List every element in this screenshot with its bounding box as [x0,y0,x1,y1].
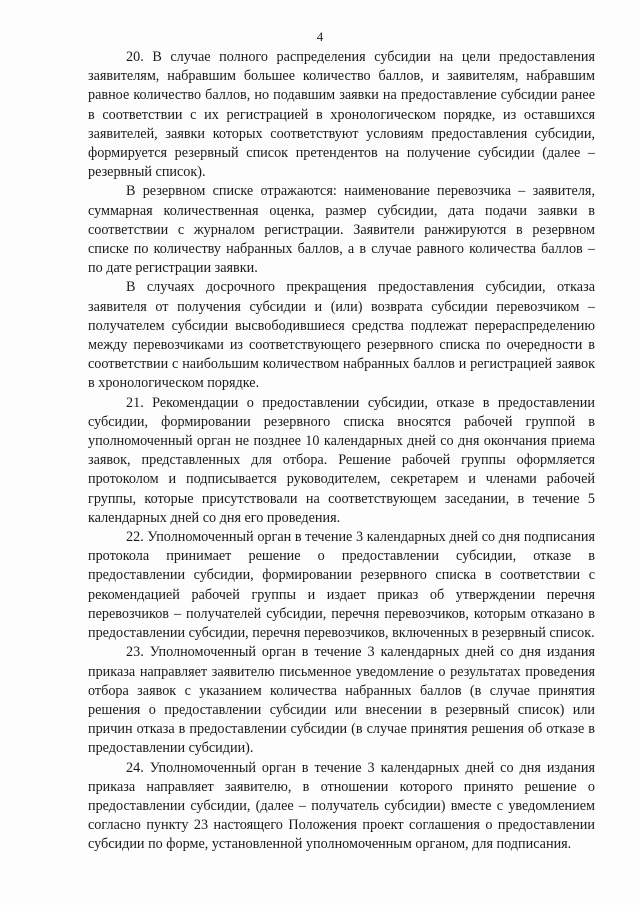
paragraph-21: 21. Рекомендации о предоставлении субсидии, отказе в предоставлении субсидии, формировании резервного списка вносятся рабочей группой в уполномоченный орган не позднее 10 календарных дней со дня окончания приема заявок, представленных для отбора. Решение рабочей группы оформляется протоколом и подписывается руководителем, секретарем и членами рабочей группы, которые присутствовали на соответствующем заседании, в течение 5 календарных дней со дня его проведения. [88,394,595,526]
paragraph-24: 24. Уполномоченный орган в течение 3 календарных дней со дня издания приказа направляет заявителю, в отношении которого принято решение о предоставлении субсидии, (далее – получатель субсидии) вместе с уведомлением согласно пункту 23 настоящего Положения проект соглашения о предоставлении субсидии по форме, установленной уполномоченным органом, для подписания. [88,759,595,853]
document-body [88,48,595,855]
paragraph-20: 20. В случае полного распределения субсидии на цели предоставления заявителям, набравшим большее количество баллов, и заявителям, набравшим равное количество баллов, но подавшим заявки на предоставление субсидии ранее в соответствии с их регистрацией в хронологическом порядке, из оставшихся заявителей, заявки которых соответствуют условиям предоставления субсидии, формируется резервный список претендентов на получение субсидии (далее – резервный список). [88,49,595,181]
page-number: 4 [316,29,324,44]
paragraph-22: 22. Уполномоченный орган в течение 3 календарных дней со дня подписания протокола принимает решение о предоставлении субсидии, отказе в предоставлении субсидии, формировании резервного списка в соответствии с рекомендацией рабочей группы и издает приказ об утверждении перечня перевозчиков – получателей субсидии, перечня перевозчиков, которым отказано в предоставлении субсидии, перечня перевозчиков, включенных в резервный список. [88,529,595,642]
paragraph-early-termination: В случаях досрочного прекращения предоставления субсидии, отказа заявителя от получения субсидии и (или) возврата субсидии перевозчиком – получателем субсидии высвободившиеся средства подлежат перераспределению между перевозчиками из соответствующего резервного списка по очередности в соответствии с наибольшим количеством набранных баллов и регистрацией заявок в хронологическом порядке. [88,279,595,392]
paragraph-reserve-list-contents: В резервном списке отражаются: наименование перевозчика – заявителя, суммарная количественная оценка, размер субсидии, дата подачи заявки в соответствии с журналом регистрации. Заявители ранжируются в резервном списке по количеству набранных баллов, а в случае равного количества баллов – по дате регистрации заявки. [88,183,595,277]
paragraph-23: 23. Уполномоченный орган в течение 3 календарных дней со дня издания приказа направляет заявителю письменное уведомление о результатах проведения отбора заявок с указанием количества набранных баллов (в случае принятия решения о предоставлении субсидии или внесении в резервный список) или причин отказа в предоставлении субсидии (в случае принятия решения об отказе в предоставлении субсидии). [88,644,595,757]
